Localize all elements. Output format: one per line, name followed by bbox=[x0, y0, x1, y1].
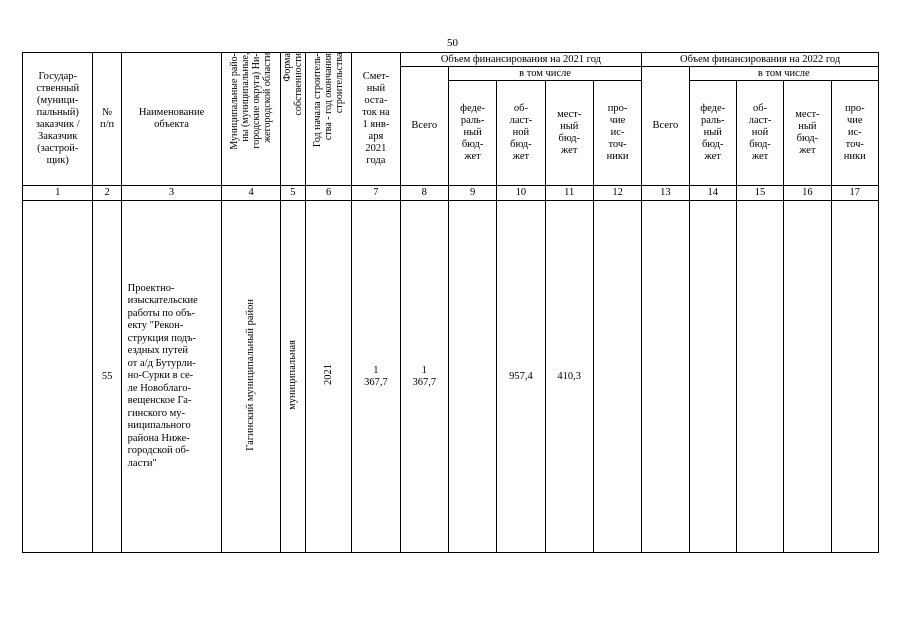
column-number: 17 bbox=[831, 186, 878, 201]
cell-index: 55 bbox=[93, 201, 121, 553]
header-local-2022: мест- ный бюд- жет bbox=[784, 81, 831, 186]
cell-total-2022 bbox=[642, 201, 689, 553]
column-number: 7 bbox=[352, 186, 400, 201]
column-number: 14 bbox=[689, 186, 736, 201]
header-total-2022: Всего bbox=[642, 67, 689, 186]
cell-construction-years: 2021 bbox=[322, 364, 334, 385]
header-customer: Государ- ственный (муници- пальный) заказчик / Заказчик (застрой- щик) bbox=[23, 53, 93, 186]
cell-ownership-form: муниципальная bbox=[286, 339, 298, 410]
header-ownership-form: Форма собственности bbox=[281, 53, 304, 116]
cell-district-wrap bbox=[222, 201, 280, 553]
column-number: 10 bbox=[497, 186, 545, 201]
header-federal-2021: феде- раль- ный бюд- жет bbox=[448, 81, 496, 186]
cell-local-2022 bbox=[784, 201, 831, 553]
header-ownership-cell bbox=[280, 53, 305, 186]
column-number: 5 bbox=[280, 186, 305, 201]
cell-total-2021: 1 367,7 bbox=[400, 201, 448, 553]
column-number: 4 bbox=[222, 186, 280, 201]
cell-district: Гагинский муниципальный район bbox=[245, 298, 257, 451]
column-number: 12 bbox=[593, 186, 641, 201]
cell-customer bbox=[23, 201, 93, 553]
cell-local-2021: 410,3 bbox=[545, 201, 593, 553]
header-regional-2021: об- ласт- ной бюд- жет bbox=[497, 81, 545, 186]
page-number: 50 bbox=[447, 37, 458, 49]
header-district: Муниципальные райо- ны (муниципальные, городские округа) Ни- жегородской области bbox=[229, 53, 274, 150]
funding-table bbox=[22, 52, 879, 553]
header-years-cell bbox=[305, 53, 351, 186]
cell-other-2022 bbox=[831, 201, 878, 553]
header-funding-2021: Объем финансирования на 2021 год bbox=[400, 53, 642, 67]
table-row bbox=[23, 201, 879, 553]
header-federal-2022: феде- раль- ный бюд- жет bbox=[689, 81, 736, 186]
header-construction-years: Год начала строитель- ства - год окончания строительства bbox=[312, 53, 346, 148]
cell-other-2021 bbox=[593, 201, 641, 553]
column-number: 9 bbox=[448, 186, 496, 201]
column-number: 3 bbox=[121, 186, 222, 201]
header-funding-2022: Объем финансирования на 2022 год bbox=[642, 53, 879, 67]
header-other-2021: про- чие ис- точ- ники bbox=[593, 81, 641, 186]
cell-federal-2021 bbox=[448, 201, 496, 553]
cell-estimated-balance: 1 367,7 bbox=[352, 201, 400, 553]
header-local-2021: мест- ный бюд- жет bbox=[545, 81, 593, 186]
header-regional-2022: об- ласт- ной бюд- жет bbox=[736, 81, 783, 186]
header-total-2021: Всего bbox=[400, 67, 448, 186]
header-including-2022: в том числе bbox=[689, 67, 878, 81]
header-index: № п/п bbox=[93, 53, 121, 186]
cell-federal-2022 bbox=[689, 201, 736, 553]
column-number: 6 bbox=[305, 186, 351, 201]
cell-ownership-wrap bbox=[280, 201, 305, 553]
header-other-2022: про- чие ис- точ- ники bbox=[831, 81, 878, 186]
header-including-2021: в том числе bbox=[448, 67, 641, 81]
column-number: 8 bbox=[400, 186, 448, 201]
column-number: 13 bbox=[642, 186, 689, 201]
cell-years-wrap bbox=[305, 201, 351, 553]
header-district-cell bbox=[222, 53, 280, 186]
column-number: 2 bbox=[93, 186, 121, 201]
header-object-name: Наименование объекта bbox=[121, 53, 222, 186]
column-number: 11 bbox=[545, 186, 593, 201]
column-number: 16 bbox=[784, 186, 831, 201]
column-number: 15 bbox=[736, 186, 783, 201]
cell-regional-2022 bbox=[736, 201, 783, 553]
column-number: 1 bbox=[23, 186, 93, 201]
cell-object-name: Проектно- изыскательские работы по объ- екту "Рекон- струкция подъ- ездных путей от а/д Бутурли- но-Сурки в се- ле Новоблаго- вещенское Га- гинского му- ниципального района Ниже- городской об- ласти" bbox=[121, 201, 222, 553]
column-number-row bbox=[23, 186, 879, 201]
cell-regional-2021: 957,4 bbox=[497, 201, 545, 553]
header-estimated-balance: Смет- ный оста- ток на 1 янв- аря 2021 года bbox=[352, 53, 400, 186]
